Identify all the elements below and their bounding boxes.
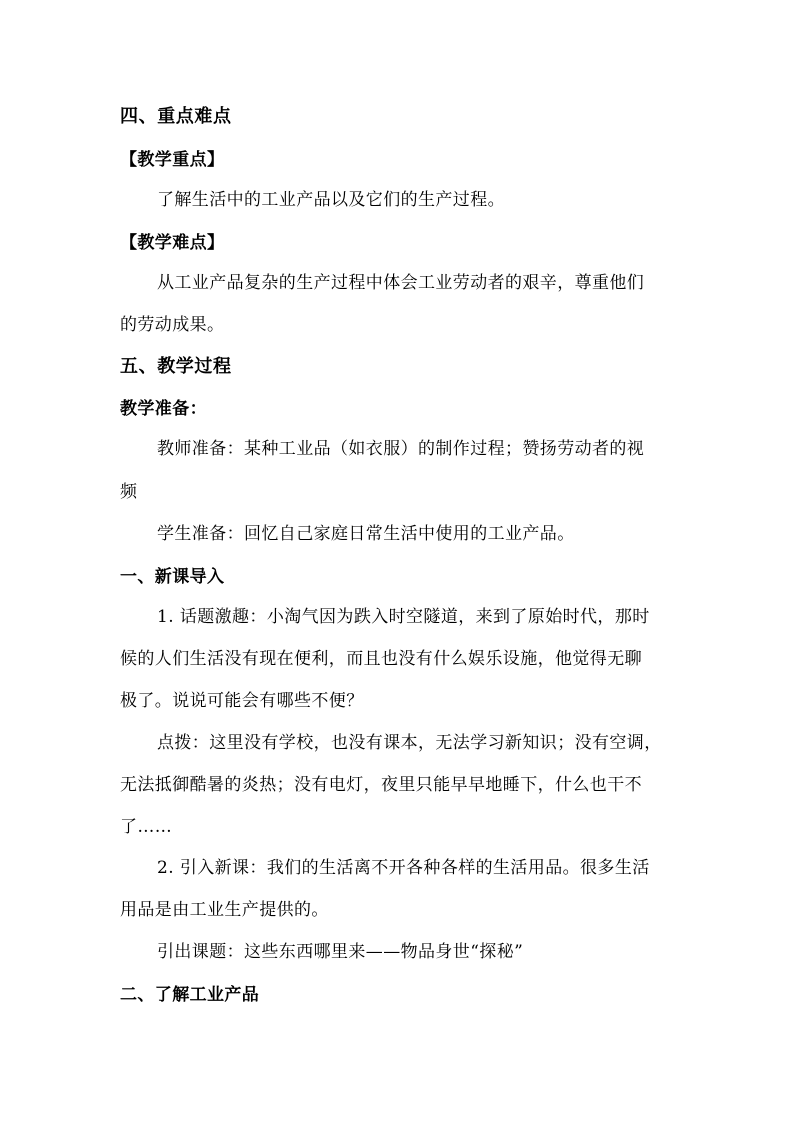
section-five-title: 五、教学过程 — [120, 356, 232, 377]
preparation-label: 教学准备： — [120, 399, 207, 419]
hint-line-2: 无法抵御酷暑的炎热；没有电灯，夜里只能早早地睡下，什么也干不 — [120, 775, 642, 795]
item-two-line-2: 用品是由工业生产提供的。 — [120, 900, 329, 920]
key-points-label: 【教学重点】 — [120, 150, 225, 170]
key-points-text: 了解生活中的工业产品以及它们的生产过程。 — [157, 190, 505, 210]
section-four-title: 四、重点难点 — [120, 106, 232, 127]
difficult-points-line-1: 从工业产品复杂的生产过程中体会工业劳动者的艰辛，尊重他们 — [157, 273, 645, 293]
difficult-points-label: 【教学难点】 — [120, 233, 225, 253]
teacher-prep-line-2: 频 — [120, 482, 138, 502]
teacher-prep-line-1: 教师准备：某种工业品（如衣服）的制作过程；赞扬劳动者的视 — [157, 439, 645, 459]
student-prep: 学生准备：回忆自己家庭日常生活中使用的工业产品。 — [157, 524, 575, 544]
part-one-title: 一、新课导入 — [120, 567, 225, 587]
hint-line-3: 了…… — [120, 817, 173, 837]
item-one-line-1: 1. 话题激趣：小淘气因为跌入时空隧道，来到了原始时代，那时 — [157, 607, 650, 627]
topic-line: 引出课题：这些东西哪里来——物品身世“探秘” — [157, 942, 524, 962]
hint-line-1: 点拨：这里没有学校，也没有课本，无法学习新知识；没有空调， — [157, 733, 662, 753]
part-two-title: 二、了解工业产品 — [120, 985, 260, 1005]
item-one-line-3: 极了。说说可能会有哪些不便？ — [120, 691, 364, 711]
item-two-line-1: 2. 引入新课：我们的生活离不开各种各样的生活用品。很多生活 — [157, 858, 650, 878]
difficult-points-line-2: 的劳动成果。 — [120, 315, 225, 335]
item-one-line-2: 候的人们生活没有现在便利，而且也没有什么娱乐设施，他觉得无聊 — [120, 649, 642, 669]
